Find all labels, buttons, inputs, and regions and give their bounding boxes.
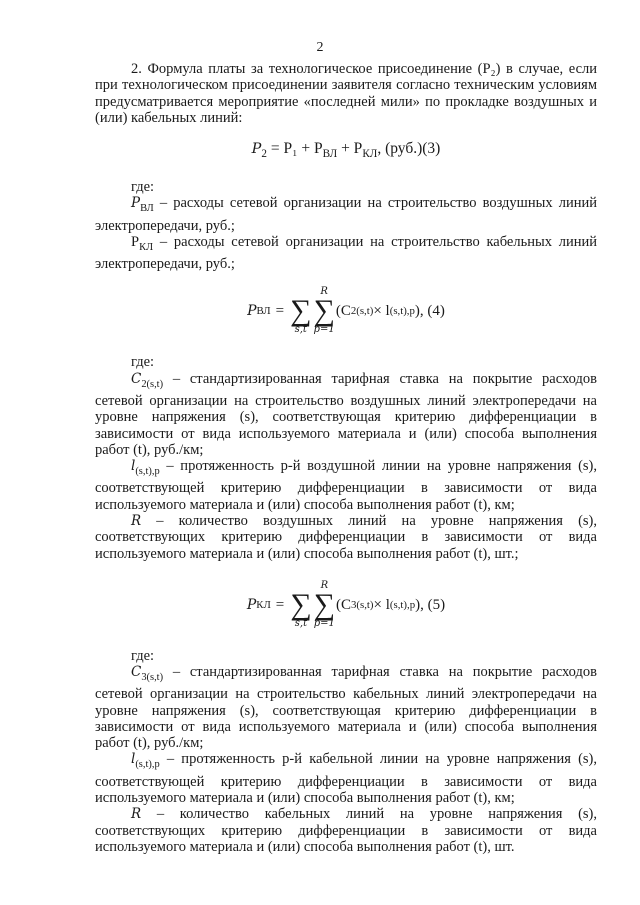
sum-symbol: R ∑ p=1 (313, 579, 336, 629)
where-label: где: (131, 647, 155, 664)
where-label: где: (131, 354, 155, 371)
definition-p-vl: $P_{ВЛ}$ – расходы сетевой организации на строительство воздушных линий электропередачи, руб.; (95, 195, 597, 234)
definition-c2: $C_{2(s,t)}$ – стандартизированная тарифная ставка на покрытие расходов сетевой организации на строительство воздушных линий электропередачи на уровне напряжения (s), соответствующая критерию дифференциации в зависимости от вида используемого материала и (или) способа выполнения работ (t), руб./км; (95, 370, 597, 458)
paragraph-formula-intro: 2. Формула платы за технологическое присоединение (P₂) в случае, если при технологическом присоединении заявителя согласно техническим условиям предусматривается мероприятие «последней мили» по прокладке воздушных и (или) кабельных линий: (95, 61, 597, 126)
definition-l-kl: $l_{(s,t),p}$ – протяженность р-й кабельной линии на уровне напряжения (s), соответствующей критерию дифференциации в зависимости от вида используемого материала и (или) способа выполнения работ (t), км; (95, 751, 597, 806)
where-label: где: (131, 179, 155, 196)
definition-r-vl: R – количество воздушных линий на уровне напряжения (s), соответствующих критерию дифференциации в зависимости от вида используемого материала и (или) способа выполнения работ (t), шт.; (95, 512, 597, 562)
definition-l-vl: $l_{(s,t),p}$ – протяженность р-й воздушной линии на уровне напряжения (s), соответствующей критерию дифференциации в зависимости от вида используемого материала и (или) способа выполнения работ (t), км; (95, 458, 597, 513)
formula-3: $P_2 = P_1 + P_{ВЛ} + P_{КЛ}$, (руб.)(3) (251, 140, 441, 161)
definition-c3: $C_{3(s,t)}$ – стандартизированная тарифная ставка на покрытие расходов сетевой организации на строительство кабельных линий электропередачи на уровне напряжения (s), соответствующая критерию дифференциации в зависимости от вида используемого материала и (или) способа выполнения работ (t), руб./км; (95, 664, 597, 752)
page-number: 2 (316, 40, 324, 55)
sum-symbol: ∑ s,t (290, 587, 312, 629)
sum-symbol: ∑ s,t (290, 294, 312, 336)
sum-symbol: R ∑ p=1 (313, 286, 335, 336)
document-body (95, 61, 597, 855)
definition-p-kl: $P_{КЛ}$ – расходы сетевой организации на строительство кабельных линий электропередачи, руб.; (95, 233, 597, 273)
definition-r-kl: R – количество кабельных линий на уровне напряжения (s), соответствующих критерию дифференциации в зависимости от вида используемого материала и (или) способа выполнения работ (t), шт. (95, 806, 597, 855)
formula-4: P ВЛ = ∑ s,t R ∑ p=1 (C 2(s,t) × l (s,t),p ), (4) (247, 286, 445, 336)
formula-5: P КЛ = ∑ s,t R ∑ p=1 (C 3(s,t) × l (s,t),p ), (5) (246, 579, 446, 629)
